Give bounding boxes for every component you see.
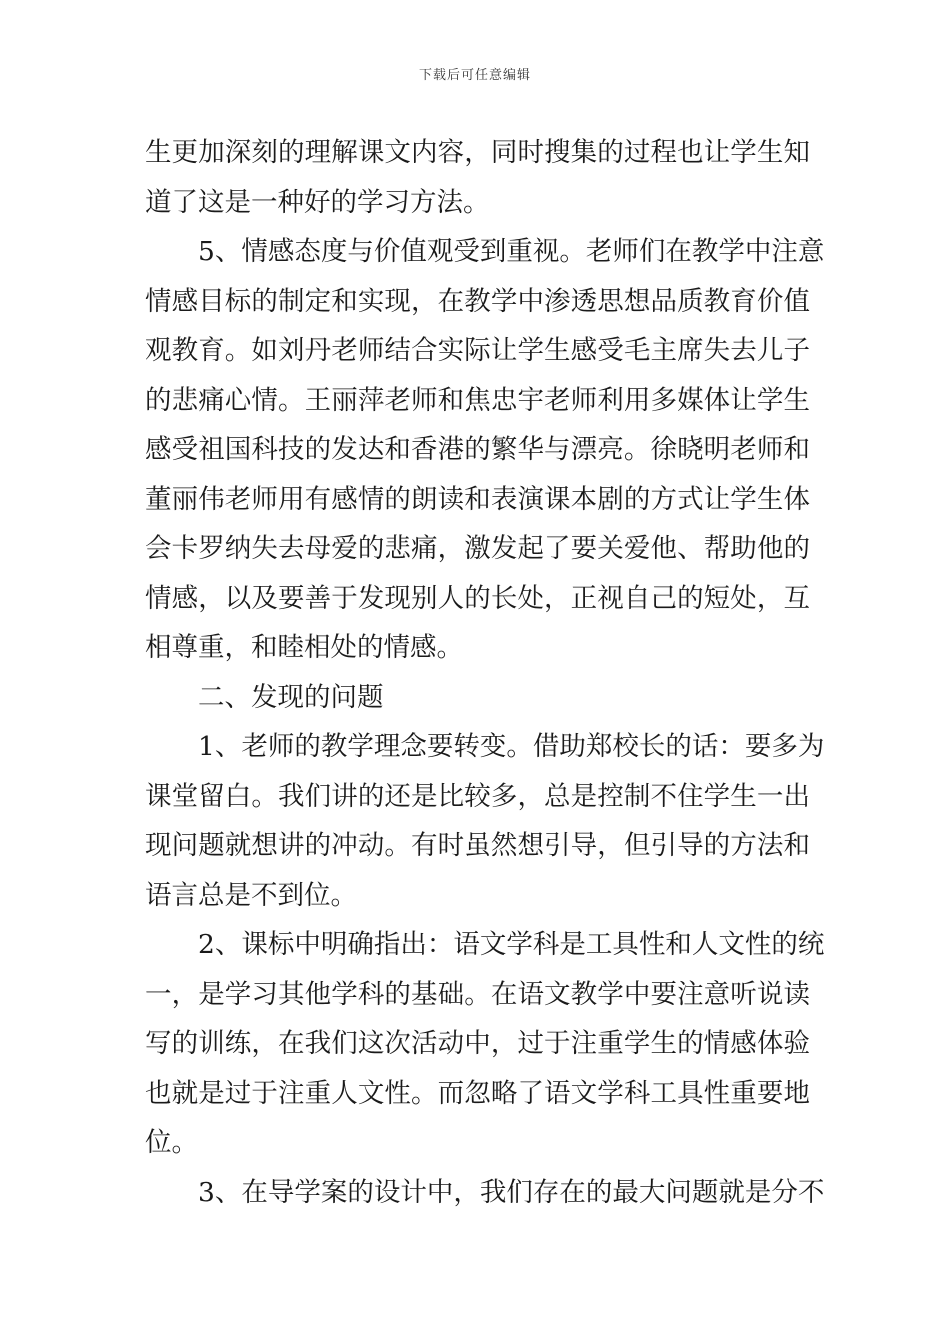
- text-line: 感受祖国科技的发达和香港的繁华与漂亮。徐晓明老师和: [145, 434, 810, 465]
- text-line: 一，是学习其他学科的基础。在语文教学中要注意听说读: [145, 978, 810, 1010]
- document-body: [145, 128, 825, 1217]
- section-heading: 二、发现的问题: [198, 681, 384, 713]
- text-line: 也就是过于注重人文性。而忽略了语文学科工具性重要地: [145, 1077, 810, 1109]
- page-header: 下载后可任意编辑: [418, 68, 531, 83]
- text-line: 课堂留白。我们讲的还是比较多，总是控制不住学生一出: [145, 780, 810, 812]
- text-line: 道了这是一种好的学习方法。: [145, 186, 490, 218]
- text-line: 2、课标中明确指出：语文学科是工具性和人文性的统: [198, 929, 825, 960]
- text-line: 位。: [145, 1127, 198, 1158]
- text-line: 相尊重，和睦相处的情感。: [145, 632, 463, 663]
- text-line: 生更加深刻的理解课文内容，同时搜集的过程也让学生知: [145, 137, 810, 168]
- text-line: 的悲痛心情。王丽萍老师和焦忠宇老师利用多媒体让学生: [145, 384, 810, 416]
- text-line: 情感目标的制定和实现，在教学中渗透思想品质教育价值: [145, 285, 810, 317]
- text-line: 5、情感态度与价值观受到重视。老师们在教学中注意: [198, 236, 825, 267]
- text-line: 语言总是不到位。: [145, 879, 357, 911]
- text-line: 写的训练，在我们这次活动中，过于注重学生的情感体验: [145, 1028, 810, 1059]
- text-line: 1、老师的教学理念要转变。借助郑校长的话：要多为: [198, 731, 825, 762]
- text-line: 董丽伟老师用有感情的朗读和表演课本剧的方式让学生体: [145, 483, 810, 515]
- text-line: 现问题就想讲的冲动。有时虽然想引导，但引导的方法和: [145, 830, 810, 861]
- text-line: 观教育。如刘丹老师结合实际让学生感受毛主席失去儿子: [145, 335, 810, 366]
- text-line: 情感，以及要善于发现别人的长处，正视自己的短处，互: [145, 582, 810, 614]
- text-line: 会卡罗纳失去母爱的悲痛，激发起了要关爱他、帮助他的: [145, 533, 810, 564]
- text-line: 3、在导学案的设计中，我们存在的最大问题就是分不: [198, 1176, 825, 1208]
